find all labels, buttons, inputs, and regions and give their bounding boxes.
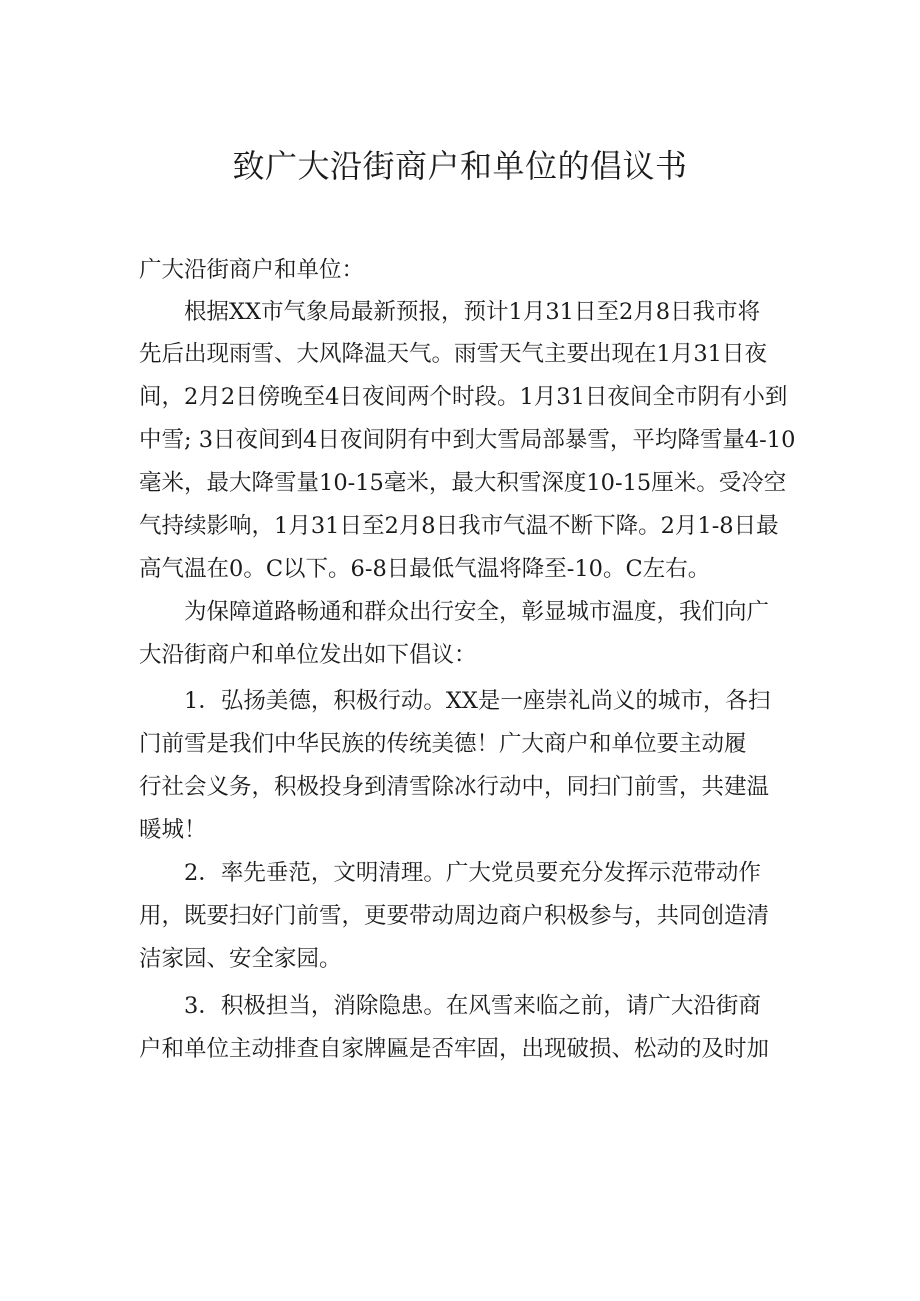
paragraph-1-line: 间，2月2日傍晚至4日夜间两个时段。1月31日夜间全市阴有小到 (139, 384, 788, 410)
paragraph-1-line: 气持续影响，1月31日至2月8日我市气温不断下降。2月1-8日最 (139, 513, 779, 539)
item-1-line: 门前雪是我们中华民族的传统美德！广大商户和单位要主动履 (139, 731, 747, 757)
paragraph-1-line: 先后出现雨雪、大风降温天气。雨雪天气主要出现在1月31日夜 (139, 341, 767, 367)
paragraph-1-line: 根据XX市气象局最新预报，预计1月31日至2月8日我市将 (184, 299, 761, 325)
salutation: 广大沿街商户和单位： (139, 257, 365, 283)
item-1-line: 暖城！ (139, 817, 207, 843)
paragraph-2-line: 大沿街商户和单位发出如下倡议： (139, 642, 477, 668)
item-1-line: 1．弘扬美德，积极行动。XX是一座崇礼尚义的城市，各扫 (184, 688, 771, 714)
item-2-line: 洁家园、安全家园。 (139, 946, 342, 972)
item-1-line: 行社会义务，积极投身到清雪除冰行动中，同扫门前雪，共建温 (139, 774, 770, 800)
paragraph-1-line: 高气温在0。C以下。6-8日最低气温将降至-10。C左右。 (139, 556, 711, 582)
item-3-line: 户和单位主动排查自家牌匾是否牢固，出现破损、松动的及时加 (139, 1036, 770, 1062)
item-2-line: 2．率先垂范，文明清理。广大党员要充分发挥示范带动作 (184, 860, 761, 886)
paragraph-2-line: 为保障道路畅通和群众出行安全，彰显城市温度，我们向广 (184, 599, 770, 625)
paragraph-1-line: 中雪; 3日夜间到4日夜间阴有中到大雪局部暴雪，平均降雪量4-10 (139, 427, 796, 453)
document-title: 致广大沿街商户和单位的倡议书 (232, 147, 688, 185)
item-3-line: 3．积极担当，消除隐患。在风雪来临之前，请广大沿街商 (184, 993, 761, 1019)
paragraph-1-line: 毫米，最大降雪量10-15毫米，最大积雪深度10-15厘米。受冷空 (139, 470, 787, 496)
item-2-line: 用，既要扫好门前雪，更要带动周边商户积极参与，共同创造清 (139, 903, 770, 929)
